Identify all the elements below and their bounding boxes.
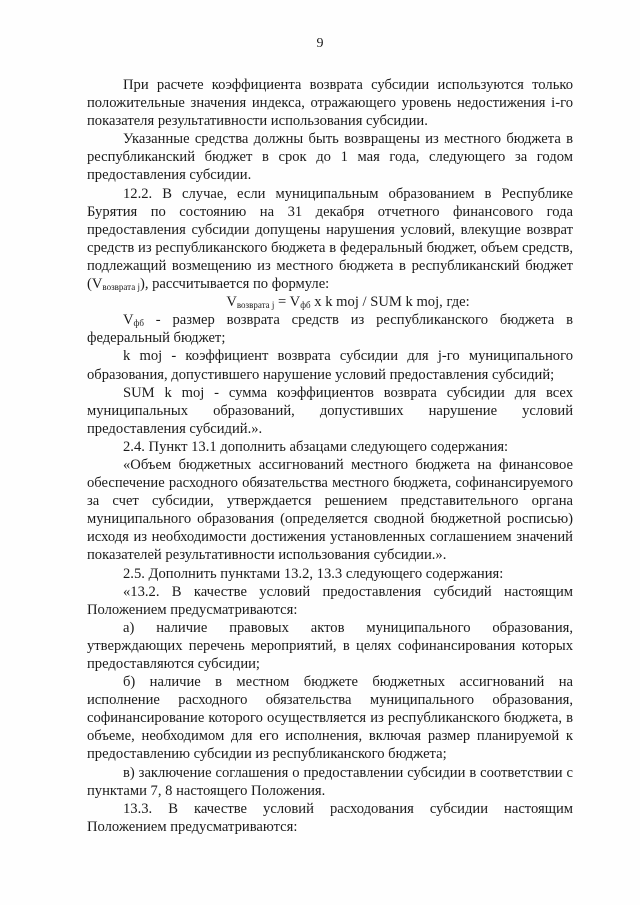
- paragraph-text: 12.2. В случае, если муниципальным образованием в Республике Бурятия по состоянию на 31 декабря отчетного финансового года предоставления субсидии допущены нарушения условий, влекущие возврат средств из республиканского бюджета в федеральный бюджет, объем средств, подлежащий возмещению из местного бюджета в республиканский бюджет (: [87, 185, 573, 293]
- paragraph: «Объем бюджетных ассигнований местного бюджета на финансовое обеспечение расходного обязательства местного бюджета, софинансируемого за счет субсидии, утверждается решением представительного органа муниципального образования (определяется сводной бюджетной росписью) исходя из необходимости достижения установленных соглашением значений показателей результативности использования субсидии.».: [87, 456, 573, 564]
- formula-eq: = V: [274, 294, 301, 311]
- definition: SUM k moj - сумма коэффициентов возврата субсидии для всех муниципальных образований, допустивших нарушение условий предоставления субсидий.».: [87, 384, 573, 437]
- formula-rest: x k moj / SUM k moj, где:: [310, 294, 470, 311]
- definition: k moj - коэффициент возврата субсидии для j-го муниципального образования, допустившего нарушение условий предоставления субсидий;: [87, 348, 573, 383]
- paragraph: Указанные средства должны быть возвращены из местного бюджета в республиканский бюджет в срок до 1 мая года, следующего за годом предоставления субсидии.: [87, 131, 573, 184]
- paragraph: При расчете коэффициента возврата субсидии используются только положительные значения индекса, отражающего уровень недостижения i-го показателя результативности использования субсидии.: [87, 77, 573, 130]
- formula-subscript: фб: [300, 300, 311, 311]
- formula: [87, 293, 573, 311]
- document-body: [87, 76, 573, 836]
- paragraph-text: ), рассчитывается по формуле:: [139, 276, 330, 293]
- variable-v: V: [123, 312, 134, 329]
- paragraph-12-2: [87, 185, 573, 294]
- list-item: а) наличие правовых актов муниципального образования, утверждающих перечень мероприятий, в целях софинансирования которых предоставляются субсидии;: [87, 619, 573, 672]
- formula-subscript: возврата j: [236, 300, 275, 311]
- page-number: 9: [316, 36, 324, 51]
- subscript: возврата j: [102, 282, 140, 293]
- paragraph: «13.2. В качестве условий предоставления субсидий настоящим Положением предусматриваются:: [87, 583, 573, 618]
- definition: [87, 311, 573, 347]
- paragraph: 2.5. Дополнить пунктами 13.2, 13.3 следующего содержания:: [123, 565, 504, 582]
- list-item: б) наличие в местном бюджете бюджетных ассигнований на исполнение расходного обязательства муниципального образования, софинансирование которого осуществляется из республиканского бюджета, в объеме, необходимом для его исполнения, включая размер планируемой к предоставлению субсидии из республиканского бюджета;: [87, 674, 573, 763]
- subscript: фб: [133, 318, 144, 329]
- formula-var: V: [226, 294, 237, 311]
- variable-v: V: [91, 276, 103, 293]
- list-item: в) заключение соглашения о предоставлении субсидии в соответствии с пунктами 7, 8 настоящего Положения.: [87, 764, 573, 799]
- paragraph: 2.4. Пункт 13.1 дополнить абзацами следующего содержания:: [123, 438, 509, 455]
- definition-text: - размер возврата средств из республиканского бюджета в федеральный бюджет;: [87, 312, 573, 347]
- paragraph: 13.3. В качестве условий расходования субсидии настоящим Положением предусматриваются:: [87, 800, 573, 835]
